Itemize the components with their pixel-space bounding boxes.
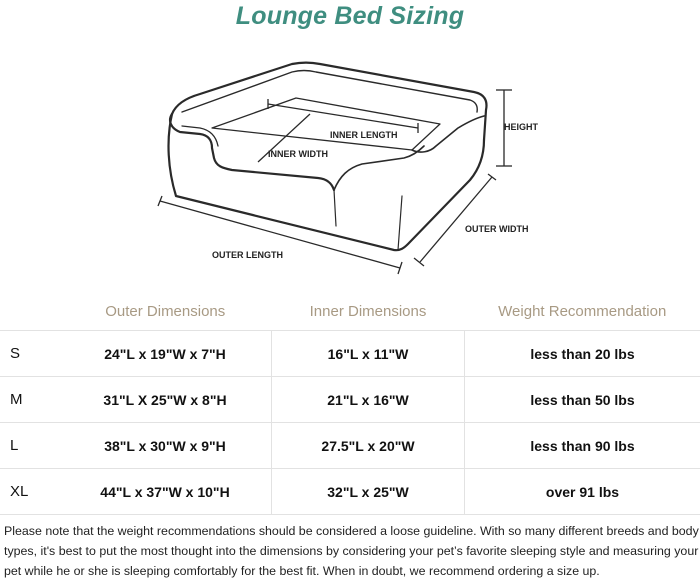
header-weight-recommendation: Weight Recommendation — [498, 302, 667, 320]
size-cell: XL — [0, 469, 59, 515]
outer-dimensions-cell: 44"L x 37"W x 10"H — [59, 469, 272, 515]
bed-inner-floor — [212, 98, 440, 150]
label-inner-width: INNER WIDTH — [268, 149, 328, 159]
sizing-note — [4, 521, 700, 581]
header-size — [0, 292, 59, 331]
size-cell: S — [0, 331, 59, 377]
label-height: HEIGHT — [504, 122, 539, 132]
outer-dimensions-cell: 38"L x 30"W x 9"H — [59, 423, 272, 469]
inner-dimensions-cell: 21"L x 16"W — [272, 377, 465, 423]
outer-dimensions-cell: 24"L x 19"W x 7"H — [59, 331, 272, 377]
size-cell: L — [0, 423, 59, 469]
bed-diagram — [0, 40, 700, 290]
weight-cell: less than 90 lbs — [465, 423, 700, 469]
outer-dimensions-cell: 31"L X 25"W x 8"H — [59, 377, 272, 423]
size-cell: M — [0, 377, 59, 423]
weight-cell: less than 50 lbs — [465, 377, 700, 423]
table-row — [0, 423, 700, 469]
note-line: types, it's best to put the most thought into the dimensions by considering your pet’s favorite sleeping style and measuring your — [4, 544, 699, 558]
table-header-row — [0, 292, 700, 331]
inner-dimensions-cell: 16"L x 11"W — [272, 331, 465, 377]
sizing-table — [0, 292, 700, 515]
weight-cell: over 91 lbs — [465, 469, 700, 515]
note-line: pet while he or she is sleeping comfortably for the best fit. When in doubt, we recommend ordering a size up. — [4, 564, 600, 578]
weight-cell: less than 20 lbs — [465, 331, 700, 377]
label-inner-length: INNER LENGTH — [330, 130, 398, 140]
table-row — [0, 469, 700, 515]
note-line: Please note that the weight recommendations should be considered a loose guideline. With so many different breeds and body — [4, 524, 699, 538]
inner-dimensions-cell: 32"L x 25"W — [272, 469, 465, 515]
page-title: Lounge Bed Sizing — [235, 2, 465, 30]
table-row — [0, 377, 700, 423]
label-outer-length: OUTER LENGTH — [212, 250, 283, 260]
header-inner-dimensions: Inner Dimensions — [309, 302, 427, 320]
table-row — [0, 331, 700, 377]
bed-outer-body — [169, 114, 484, 250]
inner-dimensions-cell: 27.5"L x 20"W — [272, 423, 465, 469]
label-outer-width: OUTER WIDTH — [465, 224, 529, 234]
header-outer-dimensions: Outer Dimensions — [105, 302, 226, 320]
